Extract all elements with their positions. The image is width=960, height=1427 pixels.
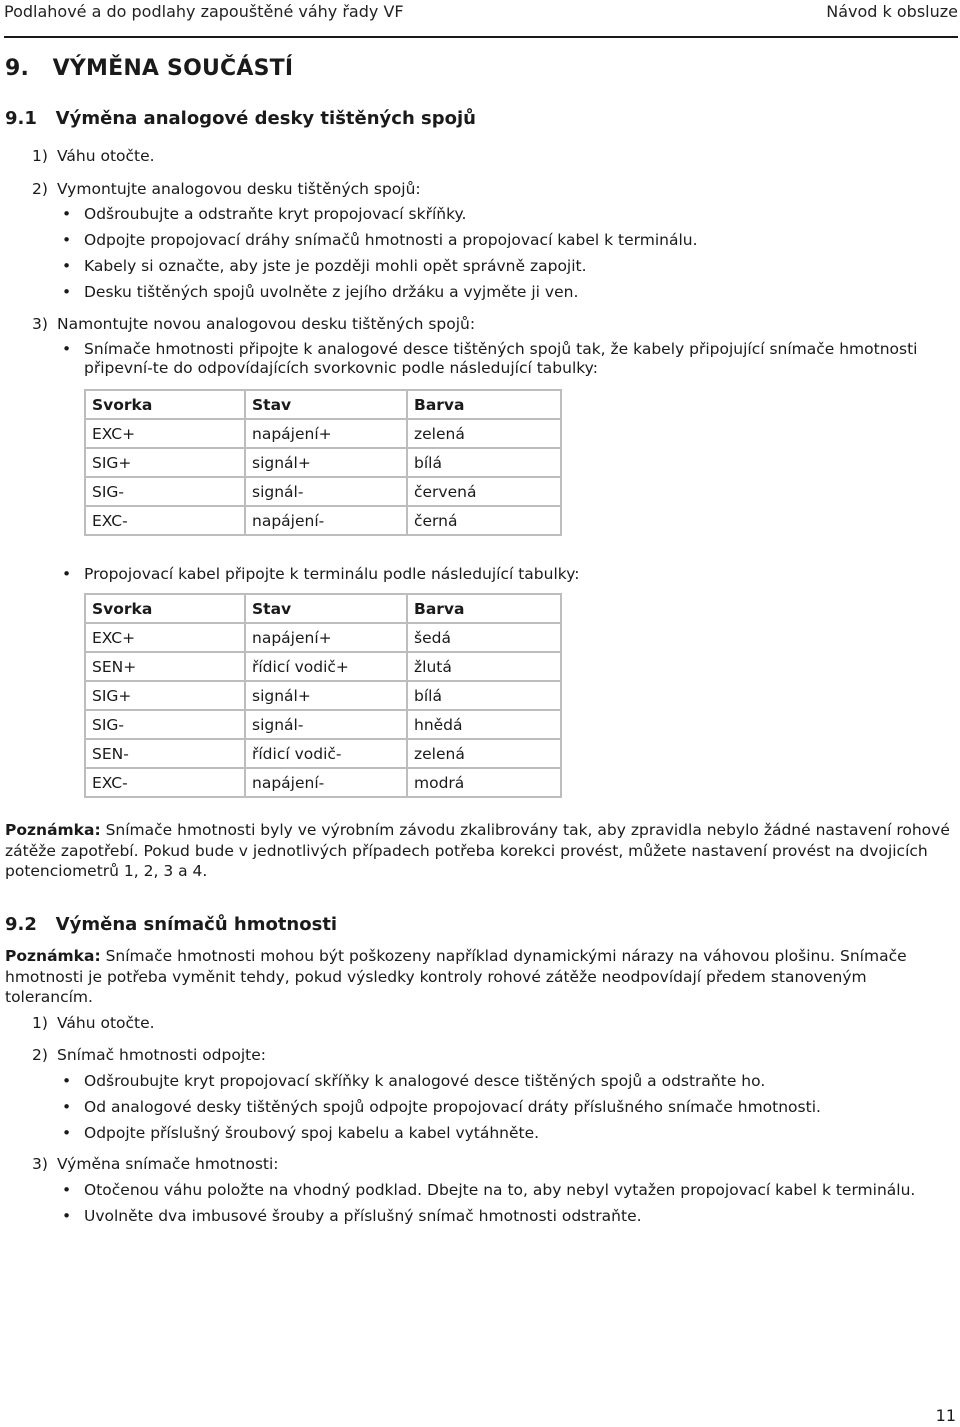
table-cell: bílá (407, 448, 561, 477)
table-cell: EXC+ (85, 623, 245, 652)
list-item: Odpojte příslušný šroubový spoj kabelu a kabel vytáhněte. (84, 1124, 540, 1142)
header-doc-title: Podlahové a do podlahy zapouštěné váhy řady VF (4, 2, 404, 21)
page-number: 11 (935, 1406, 956, 1425)
header-divider (4, 36, 958, 38)
list-item: Uvolněte dva imbusové šrouby a příslušný snímač hmotnosti odstraňte. (84, 1207, 642, 1225)
table-cell: signál- (245, 477, 407, 506)
table-header-cell: Stav (245, 390, 407, 419)
step-text: Vymontujte analogovou desku tištěných spojů: (57, 180, 421, 198)
note-paragraph (5, 820, 955, 882)
note-label: Poznámka: (5, 821, 101, 839)
table-row (85, 681, 561, 710)
table-row (85, 623, 561, 652)
note-text: Snímače hmotnosti byly ve výrobním závodu zkalibrovány tak, aby zpravidla nebylo žádné nastavení rohové zátěže zapotřebí. Pokud bude v jednotlivých případech potřeba korekci provést, můžete nastavení provést na dvojicích potenciometrů 1, 2, 3 a 4. (5, 821, 950, 880)
subsection-title-9-1: 9.1 Výměna analogové desky tištěných spojů (5, 108, 476, 129)
table-row (85, 506, 561, 535)
table-cell: signál+ (245, 448, 407, 477)
table-header-cell: Barva (407, 594, 561, 623)
step-text: Snímač hmotnosti odpojte: (57, 1046, 266, 1064)
table-cell: signál- (245, 710, 407, 739)
table-cell: napájení- (245, 506, 407, 535)
bullet-icon: • (62, 1098, 72, 1116)
bullet-icon: • (62, 565, 72, 583)
step-text: Namontujte novou analogovou desku tištěných spojů: (57, 315, 476, 333)
table-row (85, 739, 561, 768)
bullet-icon: • (62, 1124, 72, 1142)
step-number: 1) (32, 1014, 48, 1032)
table-cell: napájení- (245, 768, 407, 797)
table-row (85, 652, 561, 681)
table-cell: signál+ (245, 681, 407, 710)
step-number: 3) (32, 315, 48, 333)
step-text: Váhu otočte. (57, 147, 155, 165)
list-item: Snímače hmotnosti připojte k analogové desce tištěných spojů tak, že kabely připojující snímače hmotnosti připevní-te do odpovídajících svorkovnic podle následující tabulky: (84, 340, 918, 377)
note-text: Snímače hmotnosti mohou být poškozeny například dynamickými nárazy na váhovou plošinu. Snímače hmotnosti je potřeba vyměnit tehdy, pokud výsledky kontroly rohové zátěže neodpovídají předem stanoveným tolerancím. (5, 947, 907, 1006)
step-number: 2) (32, 180, 48, 198)
terminal-table-cable (84, 593, 562, 798)
subsection-title-9-2: 9.2 Výměna snímačů hmotnosti (5, 914, 338, 935)
step-number: 1) (32, 147, 48, 165)
table-header-cell: Barva (407, 390, 561, 419)
table-cell: SEN- (85, 739, 245, 768)
bullet-icon: • (62, 205, 72, 223)
table-header-cell: Svorka (85, 594, 245, 623)
bullet-icon: • (62, 1181, 72, 1199)
table-cell: zelená (407, 419, 561, 448)
list-item: Otočenou váhu položte na vhodný podklad. Dbejte na to, aby nebyl vytažen propojovací kabel k terminálu. (84, 1181, 916, 1199)
table-row (85, 448, 561, 477)
list-item: Odšroubujte kryt propojovací skříňky k analogové desce tištěných spojů a odstraňte ho. (84, 1072, 766, 1090)
table-cell: zelená (407, 739, 561, 768)
table-cell: červená (407, 477, 561, 506)
table-cell: EXC- (85, 506, 245, 535)
bullet-icon: • (62, 257, 72, 275)
bullet-icon: • (62, 283, 72, 301)
table-cell: SIG- (85, 710, 245, 739)
list-item: Propojovací kabel připojte k terminálu podle následující tabulky: (84, 565, 580, 583)
table-row (85, 477, 561, 506)
table-cell: SIG- (85, 477, 245, 506)
table-cell: SIG+ (85, 681, 245, 710)
bullet-icon: • (62, 231, 72, 249)
table-row (85, 419, 561, 448)
bullet-icon: • (62, 1207, 72, 1225)
step-number: 3) (32, 1155, 48, 1173)
table-cell: žlutá (407, 652, 561, 681)
table-header-cell: Svorka (85, 390, 245, 419)
step-text: Váhu otočte. (57, 1014, 155, 1032)
table-header-row (85, 390, 561, 419)
table-header-cell: Stav (245, 594, 407, 623)
step-number: 2) (32, 1046, 48, 1064)
table-row (85, 768, 561, 797)
list-item: Od analogové desky tištěných spojů odpojte propojovací dráty příslušného snímače hmotnosti. (84, 1098, 821, 1116)
note-paragraph (5, 946, 955, 1008)
terminal-table-load-cells (84, 389, 562, 536)
table-cell: SIG+ (85, 448, 245, 477)
table-cell: hnědá (407, 710, 561, 739)
table-cell: modrá (407, 768, 561, 797)
table-cell: šedá (407, 623, 561, 652)
table-cell: černá (407, 506, 561, 535)
table-cell: řídicí vodič- (245, 739, 407, 768)
list-item: Kabely si označte, aby jste je později mohli opět správně zapojit. (84, 257, 587, 275)
step-text: Výměna snímače hmotnosti: (57, 1155, 279, 1173)
table-header-row (85, 594, 561, 623)
list-item: Odpojte propojovací dráhy snímačů hmotnosti a propojovací kabel k terminálu. (84, 231, 698, 249)
table-cell: řídicí vodič+ (245, 652, 407, 681)
table-cell: bílá (407, 681, 561, 710)
list-item: Odšroubujte a odstraňte kryt propojovací skříňky. (84, 205, 467, 223)
table-cell: EXC+ (85, 419, 245, 448)
table-cell: SEN+ (85, 652, 245, 681)
table-cell: EXC- (85, 768, 245, 797)
note-label: Poznámka: (5, 947, 101, 965)
section-title: 9. VÝMĚNA SOUČÁSTÍ (5, 56, 294, 81)
list-item: Desku tištěných spojů uvolněte z jejího držáku a vyjměte ji ven. (84, 283, 579, 301)
bullet-icon: • (62, 340, 72, 358)
header-doc-type: Návod k obsluze (826, 2, 958, 21)
table-cell: napájení+ (245, 623, 407, 652)
table-row (85, 710, 561, 739)
table-cell: napájení+ (245, 419, 407, 448)
bullet-icon: • (62, 1072, 72, 1090)
